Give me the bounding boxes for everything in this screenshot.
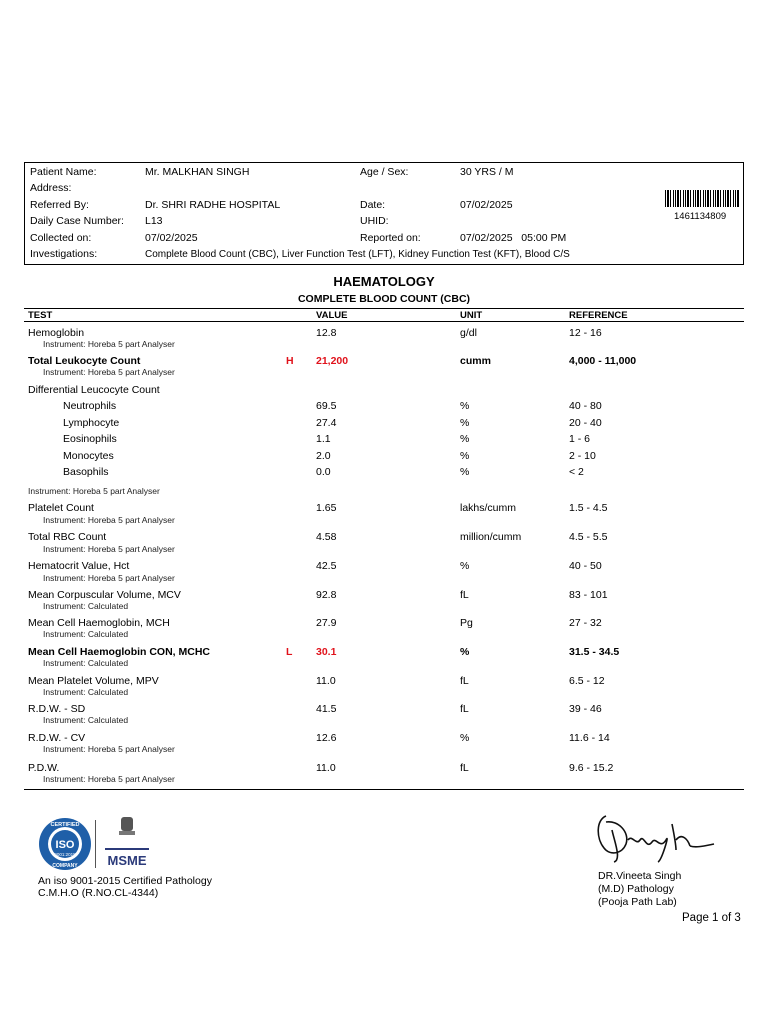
col-test: TEST — [28, 310, 53, 321]
test-reference: 12 - 16 — [569, 327, 602, 339]
test-value: 27.4 — [316, 417, 337, 429]
investigations: Complete Blood Count (CBC), Liver Function Test (LFT), Kidney Function Test (KFT), Blood C/S — [145, 249, 570, 260]
differential-instrument-note: Instrument: Horeba 5 part Analyser — [28, 486, 160, 496]
instrument-note: Instrument: Horeba 5 part Analyser — [43, 744, 175, 754]
test-value: 27.9 — [316, 617, 337, 629]
test-unit: g/dl — [460, 327, 477, 339]
test-value: 1.1 — [316, 433, 331, 445]
test-value: 41.5 — [316, 703, 337, 715]
certification-line-2: C.M.H.O (R.NO.CL-4344) — [38, 887, 159, 899]
collected-label: Collected on: — [30, 232, 92, 244]
instrument-note: Instrument: Horeba 5 part Analyser — [43, 339, 175, 349]
department-title: HAEMATOLOGY — [333, 274, 435, 289]
instrument-note: Instrument: Horeba 5 part Analyser — [43, 573, 175, 583]
test-name: R.D.W. - SD — [28, 703, 86, 715]
msme-logo — [103, 815, 151, 869]
test-reference: 20 - 40 — [569, 417, 602, 429]
test-name: Eosinophils — [63, 433, 117, 445]
iso-badge-top-text: CERTIFIED — [50, 822, 80, 828]
test-unit: % — [460, 560, 470, 572]
patient-name-label: Patient Name: — [30, 166, 97, 178]
test-value: 92.8 — [316, 589, 337, 601]
test-name: Neutrophils — [63, 400, 117, 412]
test-name: Platelet Count — [28, 502, 94, 514]
iso-badge-bottom-text: COMPANY — [52, 863, 78, 869]
address-label: Address: — [30, 182, 72, 194]
panel-title: COMPLETE BLOOD COUNT (CBC) — [297, 293, 471, 305]
iso-badge-number: 9001:2015 — [54, 852, 76, 857]
table-bottom-rule — [24, 789, 744, 790]
test-value: 12.6 — [316, 732, 337, 744]
test-value: 2.0 — [316, 450, 331, 462]
test-name: Mean Cell Haemoglobin CON, MCHC — [28, 646, 211, 658]
test-unit: million/cumm — [460, 531, 522, 543]
page-number: Page 1 of 3 — [682, 912, 741, 924]
test-unit: % — [460, 450, 470, 462]
certification-line-1: An iso 9001-2015 Certified Pathology — [38, 875, 212, 887]
table-header-rule — [24, 321, 744, 322]
test-reference: 39 - 46 — [569, 703, 602, 715]
logo-divider — [95, 820, 96, 868]
test-reference: 4,000 - 11,000 — [569, 355, 637, 367]
test-unit: % — [460, 433, 470, 445]
case-number: L13 — [145, 215, 163, 227]
test-name: Hematocrit Value, Hct — [28, 560, 130, 572]
test-reference: 9.6 - 15.2 — [569, 762, 614, 774]
instrument-note: Instrument: Calculated — [43, 629, 129, 639]
test-reference: 31.5 - 34.5 — [569, 646, 620, 658]
high-flag: H — [286, 355, 294, 367]
test-name: Basophils — [63, 466, 109, 478]
test-reference: 27 - 32 — [569, 617, 602, 629]
test-unit: % — [460, 646, 470, 658]
test-reference: 1 - 6 — [569, 433, 591, 445]
test-value: 21,200 — [316, 355, 349, 367]
test-name: Mean Corpuscular Volume, MCV — [28, 589, 181, 601]
test-unit: lakhs/cumm — [460, 502, 517, 514]
barcode-number: 1461134809 — [674, 211, 727, 222]
col-value: VALUE — [316, 310, 348, 321]
low-flag: L — [286, 646, 293, 658]
doctor-qualification: (M.D) Pathology — [598, 883, 674, 895]
test-reference: 11.6 - 14 — [569, 732, 610, 744]
referred-label: Referred By: — [30, 199, 89, 211]
reported-label: Reported on: — [360, 232, 421, 244]
test-unit: fL — [460, 703, 469, 715]
age-sex-label: Age / Sex: — [360, 166, 409, 178]
instrument-note: Instrument: Calculated — [43, 658, 129, 668]
differential-heading: Differential Leucocyte Count — [28, 384, 160, 396]
doctor-signature — [592, 810, 716, 866]
test-value: 69.5 — [316, 400, 337, 412]
test-name: P.D.W. — [28, 762, 60, 774]
uhid-label: UHID: — [360, 215, 389, 227]
test-unit: fL — [460, 762, 469, 774]
referred-by: Dr. SHRI RADHE HOSPITAL — [145, 199, 281, 211]
test-unit: % — [460, 466, 470, 478]
test-reference: 2 - 10 — [569, 450, 596, 462]
test-name: Mean Cell Haemoglobin, MCH — [28, 617, 170, 629]
test-name: R.D.W. - CV — [28, 732, 86, 744]
iso-badge-text: ISO — [55, 839, 75, 851]
instrument-note: Instrument: Calculated — [43, 601, 129, 611]
instrument-note: Instrument: Horeba 5 part Analyser — [43, 367, 175, 377]
test-name: Hemoglobin — [28, 327, 85, 339]
case-number-label: Daily Case Number: — [30, 215, 124, 227]
test-value: 11.0 — [316, 675, 336, 687]
test-value: 30.1 — [316, 646, 337, 658]
test-value: 0.0 — [316, 466, 331, 478]
instrument-note: Instrument: Horeba 5 part Analyser — [43, 515, 175, 525]
test-unit: % — [460, 417, 470, 429]
test-name: Monocytes — [63, 450, 114, 462]
test-unit: % — [460, 400, 470, 412]
test-name: Mean Platelet Volume, MPV — [28, 675, 159, 687]
test-unit: cumm — [460, 355, 491, 367]
lab-name: (Pooja Path Lab) — [598, 896, 677, 908]
age-sex: 30 YRS / M — [460, 166, 514, 178]
col-unit: UNIT — [460, 310, 483, 321]
test-name: Total RBC Count — [28, 531, 107, 543]
test-unit: % — [460, 732, 470, 744]
iso-certified-logo — [38, 817, 92, 871]
date-value: 07/02/2025 — [460, 199, 513, 211]
test-reference: 40 - 80 — [569, 400, 602, 412]
test-unit: fL — [460, 589, 469, 601]
msme-text: MSME — [107, 853, 147, 868]
test-unit: Pg — [460, 617, 473, 629]
table-top-rule — [24, 308, 744, 309]
test-reference: 40 - 50 — [569, 560, 602, 572]
test-value: 12.8 — [316, 327, 337, 339]
col-reference: REFERENCE — [569, 310, 628, 321]
instrument-note: Instrument: Calculated — [43, 687, 129, 697]
signature-text: Singh — [592, 810, 595, 811]
test-reference: < 2 — [569, 466, 584, 478]
instrument-note: Instrument: Horeba 5 part Analyser — [43, 774, 175, 784]
test-value: 42.5 — [316, 560, 337, 572]
test-reference: 4.5 - 5.5 — [569, 531, 608, 543]
test-reference: 6.5 - 12 — [569, 675, 605, 687]
collected-on: 07/02/2025 — [145, 232, 198, 244]
reported-on: 07/02/2025 05:00 PM — [460, 232, 567, 244]
investigations-label: Investigations: — [30, 248, 98, 260]
instrument-note: Instrument: Calculated — [43, 715, 129, 725]
patient-name: Mr. MALKHAN SINGH — [145, 166, 250, 178]
test-value: 1.65 — [316, 502, 337, 514]
doctor-name: DR.Vineeta Singh — [598, 870, 682, 882]
test-reference: 1.5 - 4.5 — [569, 502, 608, 514]
date-label: Date: — [360, 199, 386, 211]
test-unit: fL — [460, 675, 469, 687]
test-value: 4.58 — [316, 531, 337, 543]
test-value: 11.0 — [316, 762, 336, 774]
test-name: Lymphocyte — [63, 417, 120, 429]
test-name: Total Leukocyte Count — [28, 355, 141, 367]
patient-info-box — [24, 162, 744, 265]
test-reference: 83 - 101 — [569, 589, 608, 601]
instrument-note: Instrument: Horeba 5 part Analyser — [43, 544, 175, 554]
barcode — [665, 190, 739, 207]
